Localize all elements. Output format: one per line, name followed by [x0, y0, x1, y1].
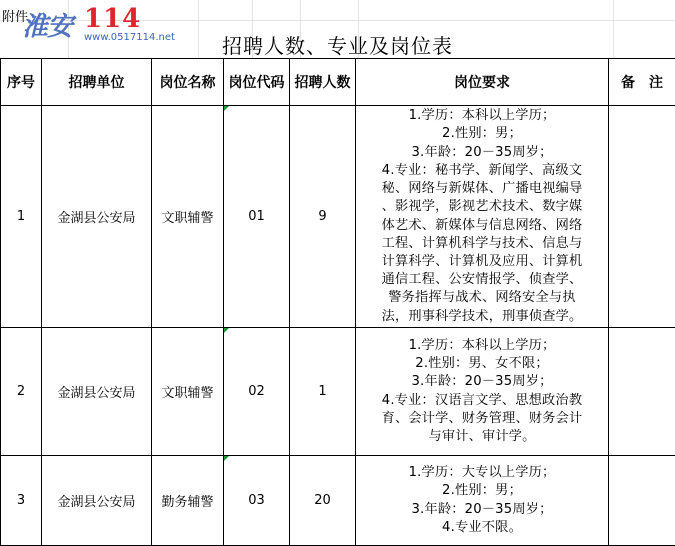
cell-count[interactable]: 20 — [290, 456, 356, 546]
watermark-url: www.0517114.net — [84, 32, 175, 43]
cell-requirements[interactable] — [356, 456, 609, 546]
cell-note[interactable] — [609, 328, 675, 456]
requirement-line: 通信工程、公安情报学、侦查学、 — [356, 271, 608, 289]
cell-code-text: 02 — [248, 384, 265, 399]
requirement-line: 4.专业：汉语言文学、思想政治教 — [356, 392, 608, 410]
requirement-line: 体艺术、新媒体与信息网络、网络 — [356, 217, 608, 235]
page-title: 招聘人数、专业及岗位表 — [0, 30, 675, 59]
table-row — [1, 106, 675, 328]
requirement-line: 2.性别：男、女不限； — [356, 355, 608, 373]
requirement-line: 1.学历：本科以上学历； — [356, 337, 608, 355]
recruitment-table — [0, 58, 675, 546]
cell-note[interactable] — [609, 456, 675, 546]
cell-code[interactable] — [224, 456, 290, 546]
cell-code[interactable] — [224, 106, 290, 328]
cell-note[interactable] — [609, 106, 675, 328]
cell-unit[interactable]: 金湖县公安局 — [42, 328, 152, 456]
table-row — [1, 456, 675, 546]
cell-count[interactable]: 9 — [290, 106, 356, 328]
requirement-line: 与审计、审计学。 — [356, 428, 608, 446]
requirement-line: 秘、网络与新媒体、广播电视编导 — [356, 180, 608, 198]
cell-count[interactable]: 1 — [290, 328, 356, 456]
header-cell-no[interactable]: 序号 — [1, 59, 42, 106]
requirement-line: 4.专业：秘书学、新闻学、高级文 — [356, 162, 608, 180]
appendix-label: 附件 — [2, 6, 28, 25]
cell-no[interactable]: 2 — [1, 328, 42, 456]
header-cell-note[interactable]: 备 注 — [609, 59, 675, 106]
requirement-line: 1.学历：本科以上学历； — [356, 107, 608, 125]
requirement-line: 、影视学，影视艺术技术、数字媒 — [356, 198, 608, 216]
requirement-line: 3.年龄：20－35周岁； — [356, 501, 608, 519]
header-cell-code[interactable]: 岗位代码 — [224, 59, 290, 106]
cell-code-text: 03 — [248, 493, 265, 508]
cell-position[interactable]: 勤务辅警 — [152, 456, 224, 546]
watermark-brand-cn: 淮安 — [22, 6, 72, 43]
requirement-line: 2.性别：男； — [356, 482, 608, 500]
cell-no[interactable]: 3 — [1, 456, 42, 546]
header-cell-position[interactable]: 岗位名称 — [152, 59, 224, 106]
requirement-line: 2.性别：男； — [356, 125, 608, 143]
requirement-line: 育、会计学、财务管理、财务会计 — [356, 410, 608, 428]
cell-position[interactable]: 文职辅警 — [152, 106, 224, 328]
cell-code-text: 01 — [248, 209, 265, 224]
header-cell-requirements[interactable]: 岗位要求 — [356, 59, 609, 106]
header-row — [1, 59, 675, 106]
cell-requirements[interactable] — [356, 328, 609, 456]
table-row — [1, 328, 675, 456]
requirement-line: 3.年龄：20－35周岁； — [356, 144, 608, 162]
requirement-line: 1.学历：大专以上学历； — [356, 464, 608, 482]
cell-unit[interactable]: 金湖县公安局 — [42, 106, 152, 328]
cell-unit[interactable]: 金湖县公安局 — [42, 456, 152, 546]
watermark-brand-num: 114 — [84, 4, 141, 34]
requirement-line: 4.专业不限。 — [356, 519, 608, 537]
cell-code[interactable] — [224, 328, 290, 456]
cell-position[interactable]: 文职辅警 — [152, 328, 224, 456]
requirement-line: 工程、计算机科学与技术、信息与 — [356, 235, 608, 253]
requirement-line: 3.年龄：20－35周岁； — [356, 373, 608, 391]
requirement-line: 法，刑事科学技术，刑事侦查学。 — [356, 308, 608, 326]
cell-requirements[interactable] — [356, 106, 609, 328]
header-cell-count[interactable]: 招聘人数 — [290, 59, 356, 106]
cell-no[interactable]: 1 — [1, 106, 42, 328]
header-cell-unit[interactable]: 招聘单位 — [42, 59, 152, 106]
requirement-line: 计算科学、计算机及应用、计算机 — [356, 253, 608, 271]
requirement-line: 警务指挥与战术、网络安全与执 — [356, 289, 608, 307]
